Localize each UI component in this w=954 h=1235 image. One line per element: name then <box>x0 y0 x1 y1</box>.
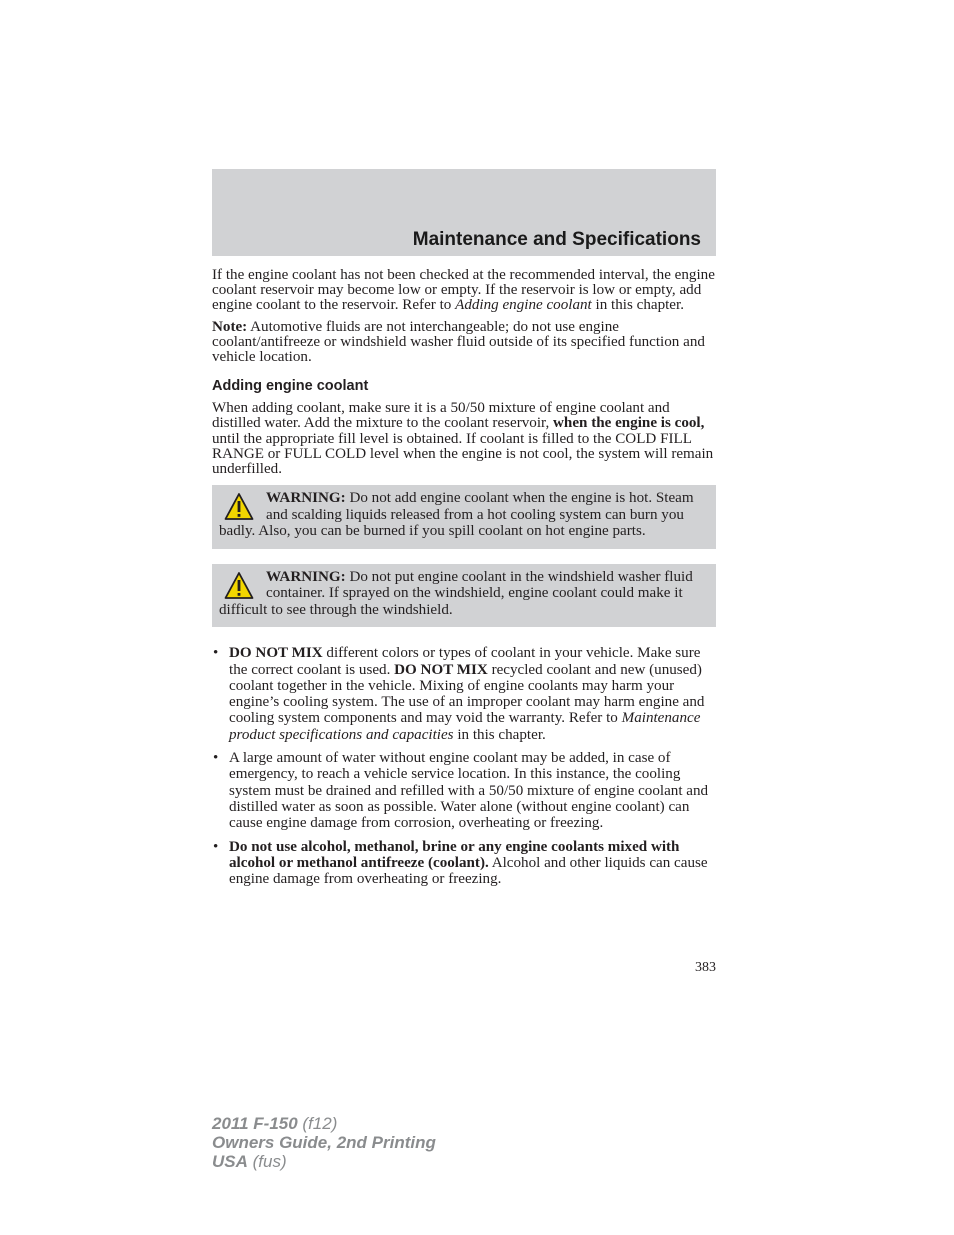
footer-market: USA <box>212 1152 248 1171</box>
bold-text: DO NOT MIX <box>229 645 323 662</box>
bullet-icon: • <box>213 750 219 767</box>
warning-box <box>212 485 716 549</box>
warning-box <box>212 564 716 628</box>
intro-text: If the engine coolant has not been checked at the recommended interval, the engine coolant reservoir may become low or empty. If the reservoir is low or empty, add engine coolant to the reservoir. Refer to <box>212 267 715 314</box>
subsection-heading: Adding engine coolant <box>212 378 369 395</box>
item-text: A large amount of water without engine coolant may be added, in case of emergency, to reach a vehicle service location. In this instance, the cooling system must be drained and refilled with a 50/50 mixture of engine coolant and distilled water as soon as possible. Water alone (without engine coolant) can cause engine damage from corrosion, overheating or freezing. <box>229 750 709 832</box>
section-title: Maintenance and Specifications <box>412 229 701 250</box>
warning-triangle-icon <box>224 571 254 601</box>
list-item <box>212 750 716 831</box>
list-item <box>212 645 716 743</box>
cross-reference-link: Adding engine coolant <box>455 297 592 314</box>
adding-coolant-paragraph <box>212 401 716 477</box>
warning-label: WARNING: <box>266 568 346 585</box>
page-number: 383 <box>695 960 716 975</box>
footer-line-market <box>212 1152 436 1171</box>
warning-body: Do not add engine coolant when the engine is hot. Steam and scalding liquids released from a hot cooling system can burn you badly. Also, you can be burned if you spill coolant on hot engine parts. <box>219 490 694 540</box>
bold-text: DO NOT MIX <box>394 661 488 678</box>
warning-text <box>219 569 709 619</box>
document-footer <box>212 1114 436 1171</box>
intro-paragraph <box>212 268 716 314</box>
page-content <box>212 268 716 894</box>
note-paragraph <box>212 320 716 366</box>
paragraph-text-tail: until the appropriate fill level is obtained. If coolant is filled to the COLD FILL RANGE or FULL COLD level when the engine is not cool, the system will remain underfilled. <box>212 430 714 478</box>
footer-line-model <box>212 1114 436 1133</box>
item-text: recycled coolant and new (unused) coolant together in the vehicle. Mixing of engine coolants may harm your engine’s cooling system. The use of an improper coolant may harm engine and cooling system components and may void the warranty. Refer to <box>229 661 705 727</box>
footer-line-guide: Owners Guide, 2nd Printing <box>212 1133 436 1152</box>
footer-model: 2011 F-150 <box>212 1114 298 1133</box>
paragraph-text: When adding coolant, make sure it is a 50/50 mixture of engine coolant and distilled water. Add the mixture to the coolant reservoir, <box>212 400 670 432</box>
note-text: Automotive fluids are not interchangeable; do not use engine coolant/antifreeze or windshield washer fluid outside of its specified function and vehicle location. <box>212 318 705 366</box>
cross-reference-link: Maintenance product specifications and capacities <box>229 710 701 743</box>
paragraph-bold-text: when the engine is cool, <box>553 415 705 432</box>
footer-model-code: (f12) <box>297 1114 338 1133</box>
item-text-tail: in this chapter. <box>453 726 546 743</box>
item-text: Alcohol and other liquids can cause engine damage from overheating or freezing. <box>229 854 708 888</box>
bullet-icon: • <box>213 645 219 662</box>
item-text: different colors or types of coolant in your vehicle. Make sure the correct coolant is used. <box>229 645 701 678</box>
warning-text <box>219 490 709 540</box>
warning-body: Do not put engine coolant in the windshield washer fluid container. If sprayed on the windshield, engine coolant could make it difficult to see through the windshield. <box>219 568 693 618</box>
note-label: Note: <box>212 318 248 335</box>
coolant-bullet-list <box>212 645 716 887</box>
warning-triangle-icon <box>224 492 254 522</box>
warning-label: WARNING: <box>266 490 346 507</box>
section-header-band <box>212 169 716 256</box>
bold-text: Do not use alcohol, methanol, brine or any engine coolants mixed with alcohol or methanol antifreeze (coolant). <box>229 838 680 871</box>
footer-market-code: (fus) <box>247 1152 287 1171</box>
list-item <box>212 839 716 888</box>
intro-tail: in this chapter. <box>591 297 684 314</box>
bullet-icon: • <box>213 838 219 855</box>
